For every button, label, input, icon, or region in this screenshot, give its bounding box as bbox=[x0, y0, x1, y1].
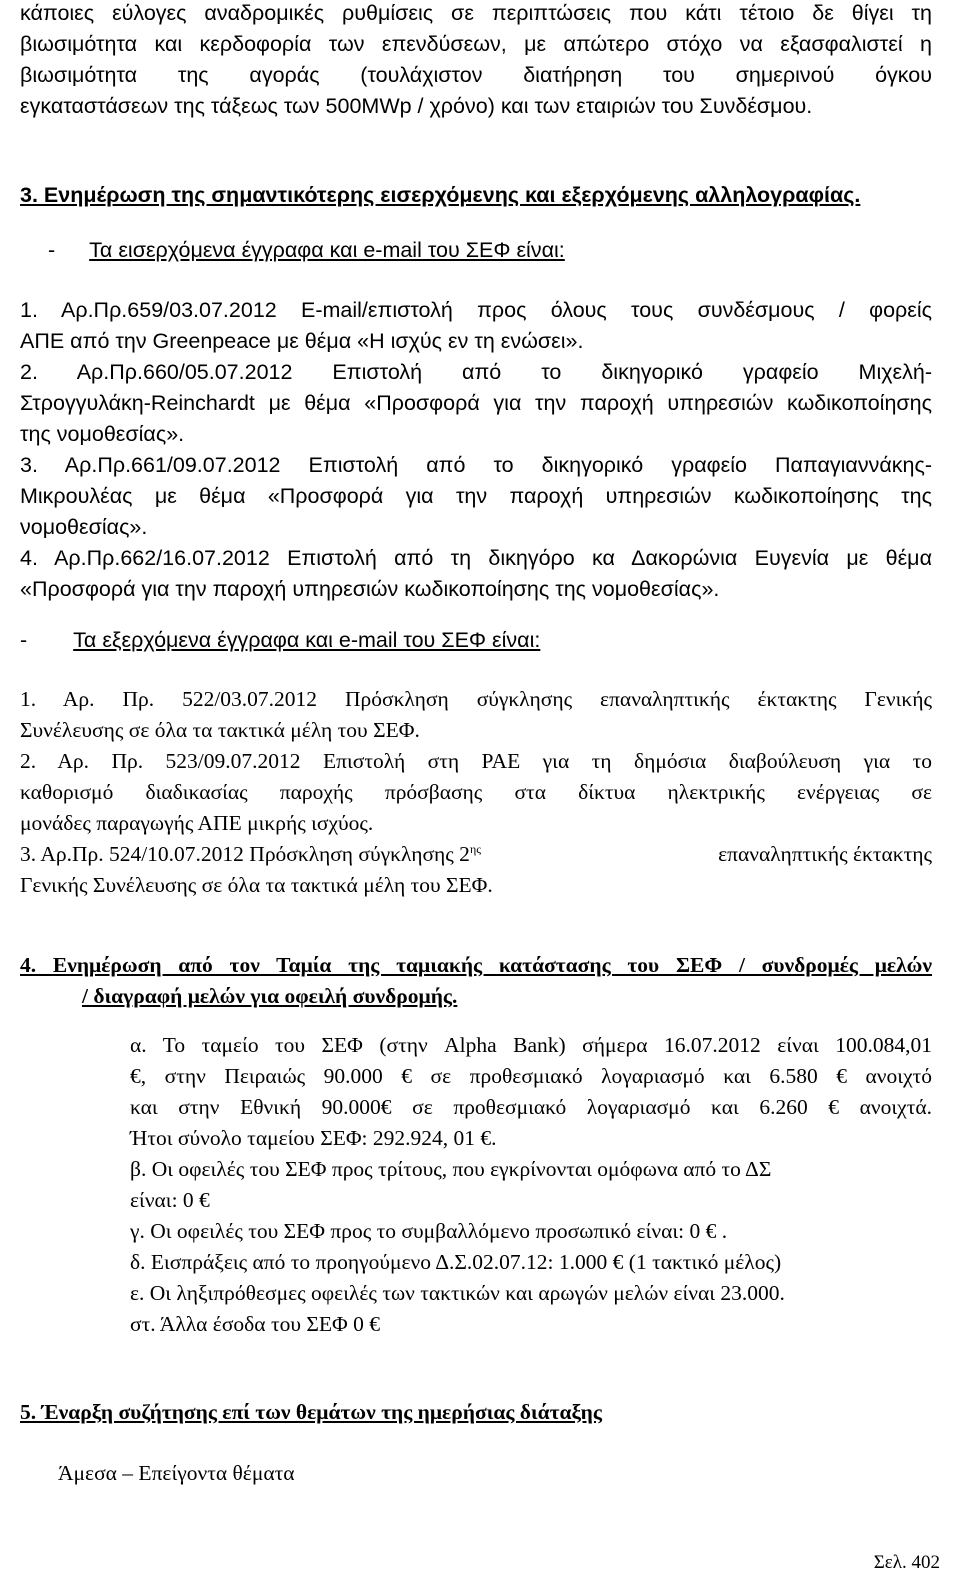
incoming-item-3: 3. Αρ.Πρ.661/09.07.2012 Επιστολή από το δικηγορικό γραφείο Παπαγιαννάκης- Μικρουλέας με θέμα «Προσφορά για την παροχή υπηρεσιών κωδικοποίησης της νομοθεσίας». bbox=[20, 453, 932, 539]
treasury-line: στ. Άλλα έσοδα του ΣΕΦ 0 € bbox=[130, 1312, 380, 1336]
treasury-line: €, στην Πειραιώς 90.000 € σε προθεσμιακό λογαριασμό και 6.580 € ανοιχτό bbox=[130, 1064, 932, 1088]
treasury-line: και στην Εθνική 90.000€ σε προθεσμιακό λογαριασμό και 6.260 € ανοιχτά. bbox=[130, 1095, 932, 1119]
section3-heading: 3. Ενημέρωση της σημαντικότερης εισερχόμενης και εξερχόμενης αλληλογραφίας. bbox=[20, 183, 861, 207]
treasury-line: ε. Οι ληξιπρόθεσμες οφειλές των τακτικών και αρωγών μελών είναι 23.000. bbox=[130, 1281, 785, 1305]
incoming-item-2: 2. Αρ.Πρ.660/05.07.2012 Επιστολή από το δικηγορικό γραφείο Μιχελή- Στρογγυλάκη-Reinchardt με θέμα «Προσφορά για την παροχή υπηρεσιών κωδικοποίησης της νομοθεσίας». bbox=[20, 360, 932, 446]
intro-paragraph bbox=[20, 0, 932, 122]
intro-line: βιωσιμότητα της αγοράς (τουλάχιστον διατήρηση του σημερινού όγκου bbox=[20, 63, 932, 87]
outgoing-item-3: 3. Αρ.Πρ. 524/10.07.2012 Πρόσκληση σύγκλησης $2^{\eta\varsigma}$ επαναληπτικής έκτακτης Γενικής Συνέλευσης σε όλα τα τακτικά μέλη του ΣΕΦ. bbox=[20, 841, 932, 897]
outgoing-item-1: 1. Αρ. Πρ. 522/03.07.2012 Πρόσκληση σύγκλησης επαναληπτικής έκτακτης Γενικής Συνέλευσης σε όλα τα τακτικά μέλη του ΣΕΦ. bbox=[20, 687, 932, 742]
intro-line: κάποιες εύλογες αναδρομικές ρυθμίσεις σε περιπτώσεις που κάτι τέτοιο δε θίγει τη bbox=[20, 1, 932, 25]
outgoing-item-2: 2. Αρ. Πρ. 523/09.07.2012 Επιστολή στη ΡΑΕ για τη δημόσια διαβούλευση για το καθορισμό διαδικασίας παροχής πρόσβασης στα δίκτυα ηλεκτρικής ενέργειας σε μονάδες παραγωγής ΑΠΕ μικρής ισχύος. bbox=[20, 749, 932, 835]
intro-line: εγκαταστάσεων της τάξεως των 500MWp / χρόνο) και των εταιριών του Συνδέσμου. bbox=[20, 94, 813, 118]
section5-heading: 5. Έναρξη συζήτησης επί των θεμάτων της ημερήσιας διάταξης bbox=[20, 1400, 602, 1424]
treasury-line: είναι: 0 € bbox=[130, 1188, 210, 1212]
treasury-line: α. Το ταμείο του ΣΕΦ (στην Alpha Bank) σήμερα 16.07.2012 είναι 100.084,01 bbox=[130, 1033, 932, 1057]
treasury-line: β. Οι οφειλές του ΣΕΦ προς τρίτους, που εγκρίνονται ομόφωνα από το ΔΣ bbox=[130, 1157, 772, 1181]
page-number: Σελ. 402 bbox=[873, 1552, 940, 1573]
incoming-item-1: 1. Αρ.Πρ.659/03.07.2012 E-mail/επιστολή προς όλους τους συνδέσμους / φορείς ΑΠΕ από την Greenpeace με θέμα «Η ισχύς εν τη ενώσει». bbox=[20, 298, 932, 353]
treasury-line: γ. Οι οφειλές του ΣΕΦ προς το συμβαλλόμενο προσωπικό είναι: 0 € . bbox=[130, 1219, 728, 1243]
incoming-item-4: 4. Αρ.Πρ.662/16.07.2012 Επιστολή από τη δικηγόρο κα Δακορώνια Ευγενία με θέμα «Προσφορά για την παροχή υπηρεσιών κωδικοποίησης της νομοθεσίας». bbox=[20, 546, 932, 601]
treasury-line: Ήτοι σύνολο ταμείου ΣΕΦ: 292.924, 01 €. bbox=[130, 1126, 497, 1150]
treasury-list bbox=[130, 1030, 932, 1340]
intro-line: βιωσιμότητα και κερδοφορία των επενδύσεων, με απώτερο στόχο να εξασφαλιστεί η bbox=[20, 32, 932, 56]
incoming-heading: - Τα εισερχόμενα έγγραφα και e-mail του ΣΕΦ είναι: bbox=[48, 238, 565, 262]
treasury-line: δ. Εισπράξεις από το προηγούμενο Δ.Σ.02.07.12: 1.000 € (1 τακτικό μέλος) bbox=[130, 1250, 782, 1274]
section4-heading: 4. Ενημέρωση από τον Ταμία της ταμιακής κατάστασης του ΣΕΦ / συνδρομές μελών / διαγραφή μελών για οφειλή συνδρομής. bbox=[20, 953, 932, 1008]
section5-subheading: Άμεσα – Επείγοντα θέματα bbox=[58, 1461, 295, 1485]
outgoing-heading: - Τα εξερχόμενα έγγραφα και e-mail του ΣΕΦ είναι: bbox=[20, 628, 541, 652]
